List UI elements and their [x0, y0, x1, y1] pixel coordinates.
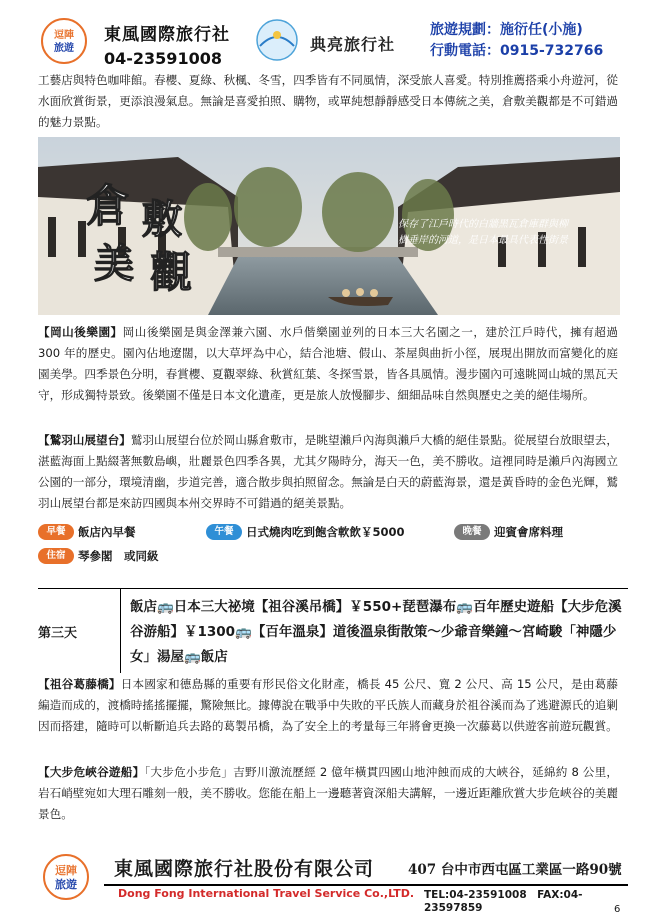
planner-line: 旅遊規劃：施衍任(小施) — [430, 22, 583, 38]
section-korakuen — [38, 322, 618, 406]
section-text: 日本國家和德島縣的重要有形民俗文化財產，橋長 45 公尺、寬 2 公尺、高 15 公尺，是由葛藤編造而成的，渡橋時搖搖擺擺，驚險無比。據傳說在戰爭中失敗的平氏族人而藏身於祖谷溪而為了逃避源氏的追剿因而搭建，隨時可以斬斷追兵去路的葛製吊橋，為了安全上的考量每三年將會更換一次藤葛以供遊客前遊玩觀賞。 — [38, 677, 618, 733]
company-logo-icon — [38, 16, 100, 66]
breakfast-text: 飯店內早餐 — [78, 525, 136, 539]
footer-company-name: 東風國際旅行社股份有限公司 — [114, 858, 375, 880]
footer-logo-icon — [38, 852, 100, 902]
footer-contact: TEL:04-23591008 FAX:04-23597859 — [424, 889, 583, 914]
section-text: 鷲羽山展望台位於岡山縣倉敷市，是眺望瀨戶內海與瀨戶大橋的絕佳景點。從展望台放眼望去，湛藍海面上點綴著無數島嶼，壯麗景色四季各異，尤其夕陽時分，海天一色，美不勝收。這裡同時是瀨戶內海國立公園的一部分，環境清幽，步道完善，適合散步與拍照留念。無論是白天的蔚藍海景，還是黃昏時的金色光輝，鷲羽山展望台都是來訪四國與本州交界時不可錯過的絕美景點。 — [38, 433, 618, 510]
planner-phone-line: 行動電話：0915-732766 — [430, 43, 604, 59]
partner-logo-icon — [246, 16, 308, 66]
meals-row — [38, 524, 628, 546]
svg-text:樹垂岸的河道，是日本最具代表性街景: 樹垂岸的河道，是日本最具代表性街景 — [398, 235, 568, 246]
section-tag: 【大步危峽谷遊船】 — [38, 765, 145, 779]
section-oboke-cruise — [38, 762, 618, 825]
section-text: 岡山後樂園是與金澤兼六園、水戶偕樂園並列的日本三大名園之一，建於江戶時代，擁有超過 300 年的歷史。園內佔地遼闊，以大草坪為中心，結合池塘、假山、茶屋與曲折小徑，展現出開放而富變化的庭園美學。四季景色分明，春賞櫻、夏觀翠綠、秋賞紅葉、冬探雪景，皆各具風情。漫步園內可遠眺岡山城的黑瓦天守，形成獨特景致。後樂園不僅是日本文化遺產，更是旅人放慢腳步、細細品味自然與歷史之美的絕佳場所。 — [38, 325, 618, 402]
breakfast-badge: 早餐 — [38, 524, 74, 540]
section-iya-bridge — [38, 674, 618, 737]
hotel-badge: 住宿 — [38, 548, 74, 564]
intro-paragraph: 工藝店與特色咖啡館。春櫻、夏綠、秋楓、冬雪，四季皆有不同風情，深受旅人喜愛。特別推薦搭乘小舟遊河，從水面欣賞街景，更添浪漫氣息。無論是喜愛拍照、購物，或單純想靜靜感受日本傳統之美，倉敷美觀都是不可錯過的魅力景點。 — [38, 73, 618, 129]
photo-title-char-4: 觀 — [150, 248, 193, 297]
section-tag: 【岡山後樂園】 — [38, 325, 123, 339]
breakfast-item — [38, 524, 136, 540]
planner-info — [430, 20, 603, 62]
photo-title-char-1: 倉 — [86, 181, 130, 232]
lunch-badge: 午餐 — [206, 524, 242, 540]
partner-name: 典亮旅行社 — [310, 35, 396, 54]
page-header — [38, 10, 618, 70]
footer-english-name: Dong Fong International Travel Service Co.,LTD. — [118, 887, 415, 900]
section-tag: 【祖谷葛藤橋】 — [38, 677, 121, 691]
dinner-text: 迎賓會席料理 — [494, 525, 563, 539]
company-name: 東風國際旅行社 — [104, 25, 230, 45]
section-washuzan — [38, 430, 618, 514]
page-footer — [38, 852, 628, 914]
dinner-badge: 晚餐 — [454, 524, 490, 540]
kurashiki-canal-image — [38, 137, 620, 315]
day-label: 第三天 — [38, 589, 121, 673]
hotel-row — [38, 548, 628, 570]
hotel-text: 琴參閣 或同級 — [78, 549, 159, 563]
photo-title-char-2: 敷 — [142, 196, 182, 243]
dinner-item — [454, 524, 563, 540]
company-block — [104, 20, 230, 68]
svg-text:旅遊: 旅遊 — [54, 43, 74, 54]
kurashiki-photo — [38, 137, 620, 315]
footer-divider — [104, 884, 628, 886]
day-itinerary-title: 飯店🚌日本三大祕境【祖谷溪吊橋】￥550+琵琶瀑布🚌百年歷史遊船【大步危溪谷游船】￥1300🚌【百年溫泉】道後溫泉街散策～少爺音樂鐘～宮崎駿「神隱少女」湯屋🚌飯店 — [130, 599, 622, 665]
day-three-block — [38, 588, 628, 673]
svg-text:旅遊: 旅遊 — [55, 878, 77, 891]
svg-text:逗陣: 逗陣 — [54, 30, 74, 41]
section-tag: 【鷲羽山展望台】 — [38, 433, 131, 447]
photo-title-char-3: 美 — [94, 240, 134, 287]
svg-text:保存了江戶時代的白牆黑瓦倉庫群與柳: 保存了江戶時代的白牆黑瓦倉庫群與柳 — [398, 219, 568, 230]
company-phone: 04-23591008 — [104, 49, 222, 68]
page-number: 6 — [614, 904, 621, 915]
lunch-item — [206, 524, 405, 540]
lunch-text: 日式燒肉吃到飽含軟飲￥5000 — [246, 525, 405, 539]
hotel-item — [38, 548, 159, 564]
svg-text:逗陣: 逗陣 — [55, 864, 77, 877]
footer-address: 407 台中市西屯區工業區一路90號 — [408, 862, 622, 878]
section-text: 「大步危小步危」吉野川激流歷經 2 億年橫貫四國山地沖蝕而成的大峽谷，延綿約 8 公里，岩石峭壁宛如大理石雕刻一般，美不勝收。您能在船上一邊聽著資深船夫講解，一邊近距離欣賞大步危峽谷的美麗景色。 — [38, 765, 618, 821]
